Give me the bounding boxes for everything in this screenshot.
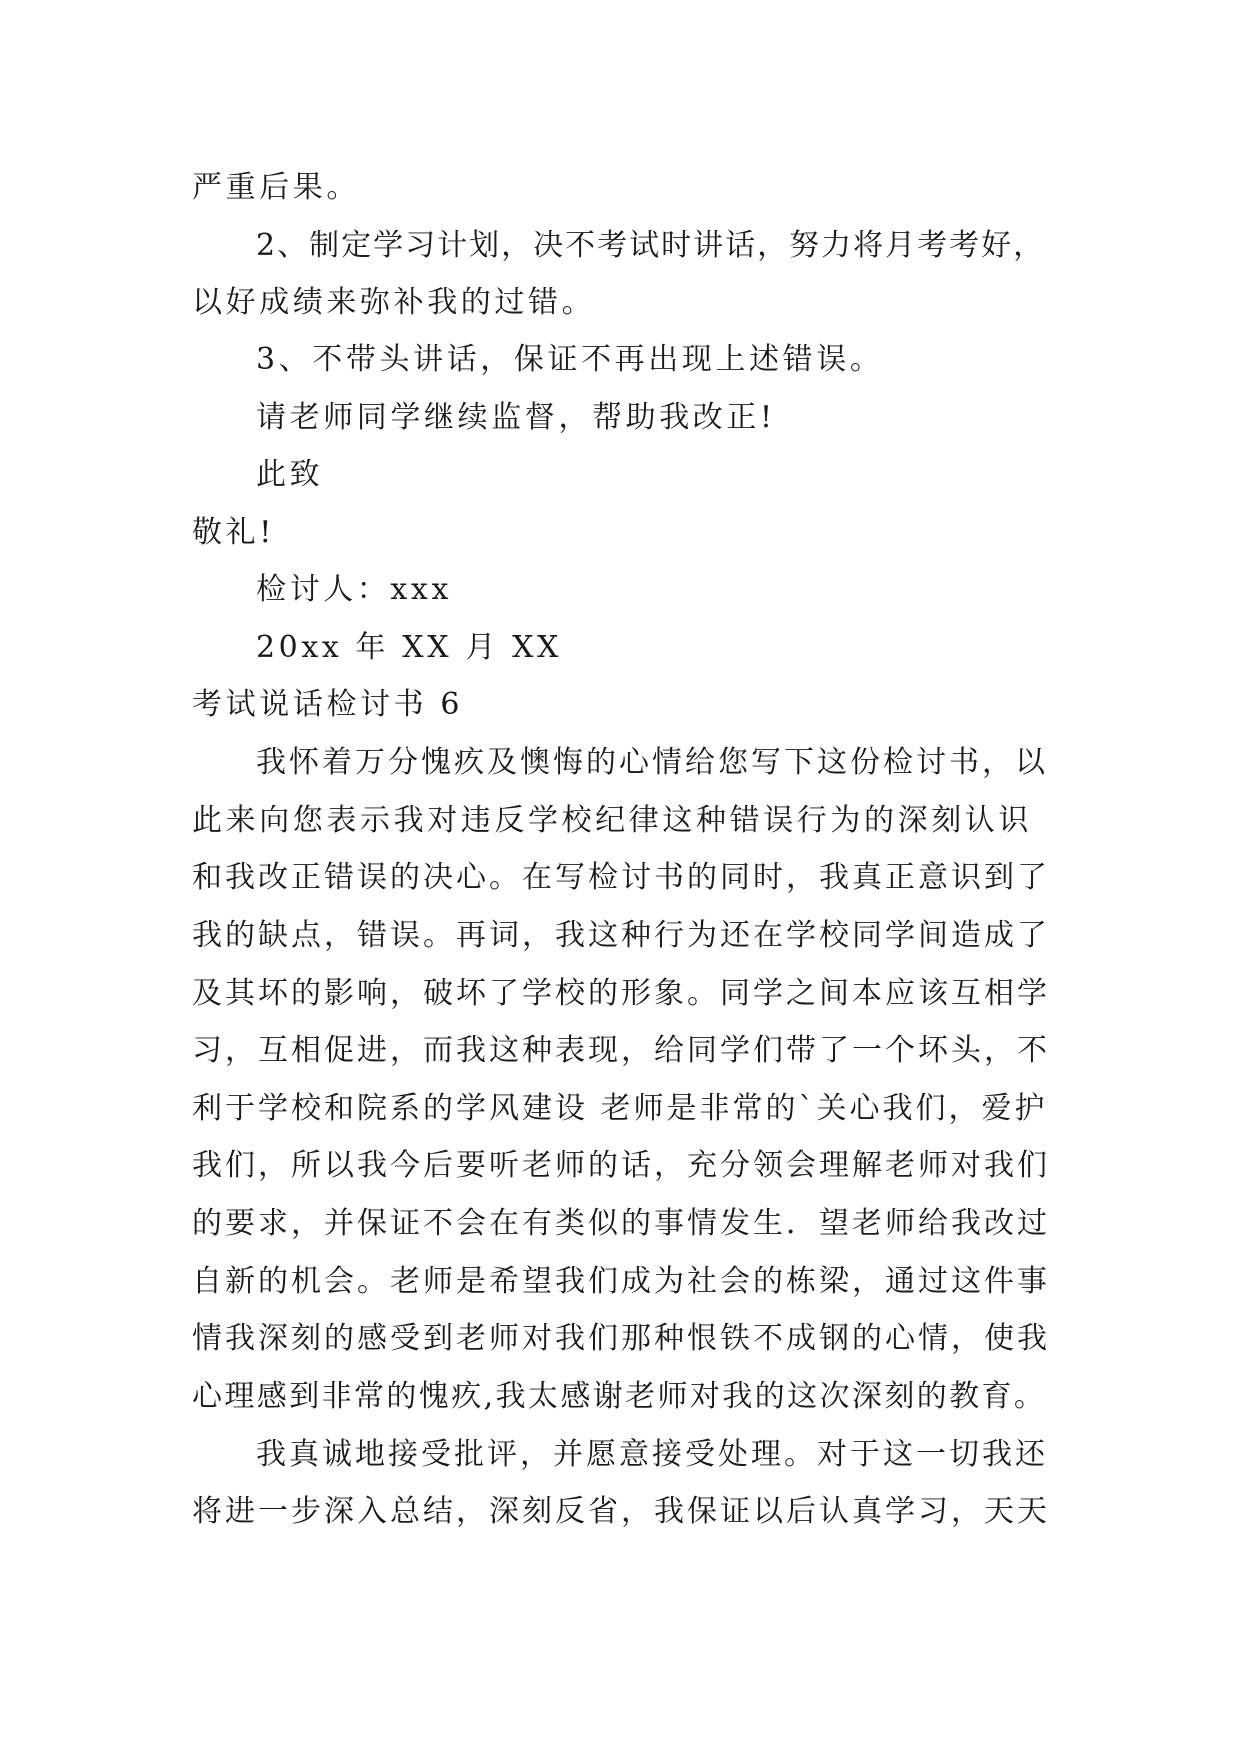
text-line: 利于学校和院系的学风建设 老师是非常的`关心我们，爱护	[192, 1091, 1048, 1126]
text-line: 敬礼!	[192, 515, 275, 550]
text-line: 的要求，并保证不会在有类似的事情发生．望老师给我改过	[192, 1206, 1050, 1241]
text-line: 及其坏的影响，破坏了学校的形象。同学之间本应该互相学	[192, 976, 1050, 1011]
text-line: 此致	[256, 457, 324, 492]
text-line: 将进一步深入总结，深刻反省，我保证以后认真学习，天天	[192, 1494, 1050, 1529]
text-line: 我的缺点，错误。再词，我这种行为还在学校同学间造成了	[192, 918, 1050, 953]
text-line: 习，互相促进，而我这种表现，给同学们带了一个坏头，不	[192, 1033, 1050, 1068]
text-line: 情我深刻的感受到老师对我们那种恨铁不成钢的心情，使我	[192, 1321, 1050, 1356]
date-line: 20xx 年 XX 月 XX	[256, 630, 562, 665]
text-line: 严重后果。	[192, 170, 360, 205]
text-line: 我怀着万分愧疚及懊悔的心情给您写下这份检讨书，以	[256, 745, 1048, 780]
text-line: 此来向您表示我对违反学校纪律这种错误行为的深刻认识	[192, 803, 1032, 838]
text-line: 2、制定学习计划，决不考试时讲话，努力将月考考好，	[256, 228, 1046, 263]
text-line: 3、不带头讲话，保证不再出现上述错误。	[256, 342, 884, 377]
text-line: 和我改正错误的决心。在写检讨书的同时，我真正意识到了	[192, 860, 1050, 895]
text-line: 我们，所以我今后要听老师的话，充分领会理解老师对我们	[192, 1148, 1050, 1183]
text-line: 请老师同学继续监督，帮助我改正!	[256, 400, 776, 435]
section-title: 考试说话检讨书 6	[192, 687, 464, 722]
text-line: 自新的机会。老师是希望我们成为社会的栋梁，通过这件事	[192, 1264, 1050, 1299]
text-line: 心理感到非常的愧疚,我太感谢老师对我的这次深刻的教育。	[192, 1379, 1047, 1414]
text-line: 以好成绩来弥补我的过错。	[192, 285, 596, 320]
signature-line: 检讨人：xxx	[256, 572, 452, 607]
text-line: 我真诚地接受批评，并愿意接受处理。对于这一切我还	[256, 1437, 1048, 1472]
